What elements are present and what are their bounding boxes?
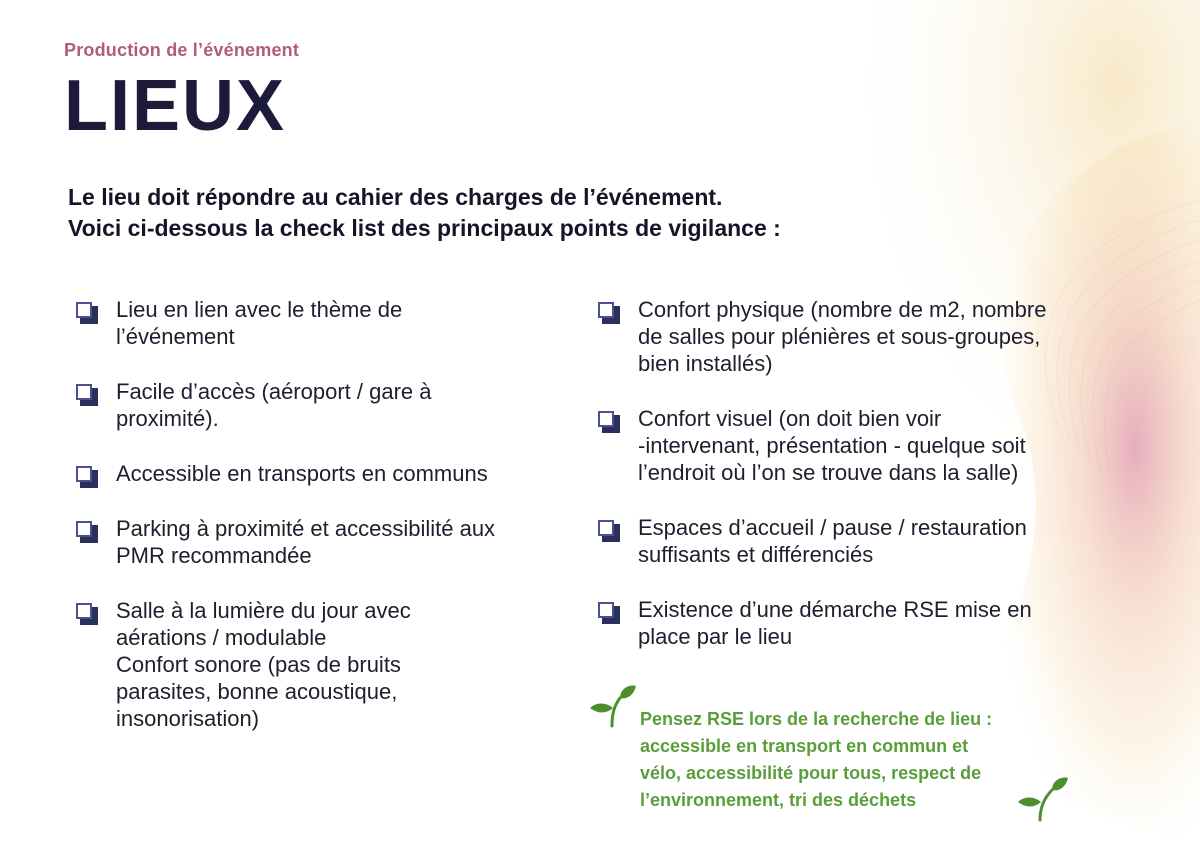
- checklist-item-text: Accessible en transports en communs: [116, 461, 488, 486]
- checkbox-icon: [598, 602, 618, 622]
- checklist-item-text: Lieu en lien avec le thème de l’événement: [116, 297, 403, 349]
- checklist-item-text: Confort visuel (on doit bien voir -intervenant, présentation - quelque soit l’endroit où l’on se trouve dans la salle): [638, 406, 1026, 485]
- checklist-item: [598, 596, 1138, 650]
- checkbox-icon: [76, 466, 96, 486]
- intro-text: [68, 182, 781, 244]
- sprout-icon: [590, 684, 636, 728]
- checklist-item: [76, 460, 576, 487]
- checkbox-icon: [598, 520, 618, 540]
- rse-tip-text: Pensez RSE lors de la recherche de lieu : accessible en transport en commun et vélo, accessibilité pour tous, respect de l’environnement, tri des déchets: [640, 709, 993, 810]
- checklist-item: [598, 296, 1138, 377]
- checklist-item: [598, 405, 1138, 486]
- checklist-item-text: Espaces d’accueil / pause / restauration suffisants et différenciés: [638, 515, 1027, 567]
- checklist-item: [598, 514, 1138, 568]
- intro-line-2: Voici ci-dessous la check list des principaux points de vigilance :: [68, 215, 781, 241]
- checklist-item: [76, 597, 576, 732]
- checklist-item: [76, 296, 576, 350]
- section-label: Production de l’événement: [64, 40, 300, 60]
- checkbox-icon: [76, 384, 96, 404]
- checklist-item: [76, 515, 576, 569]
- checklist-item-text: Salle à la lumière du jour avec aérations / modulable Confort sonore (pas de bruits parasites, bonne acoustique, insonorisation): [116, 598, 411, 731]
- checkbox-icon: [76, 302, 96, 322]
- checkbox-icon: [598, 411, 618, 431]
- checklist-left: [76, 296, 576, 760]
- checklist-item-text: Existence d’une démarche RSE mise en place par le lieu: [638, 597, 1032, 649]
- sprout-icon: [1018, 776, 1068, 822]
- checklist-item-text: Confort physique (nombre de m2, nombre de salles pour plénières et sous-groupes, bien installés): [638, 297, 1047, 376]
- checklist-item: [76, 378, 576, 432]
- checklist-item-text: Parking à proximité et accessibilité aux PMR recommandée: [116, 516, 496, 568]
- checkbox-icon: [76, 603, 96, 623]
- checklist-item-text: Facile d’accès (aéroport / gare à proximité).: [116, 379, 432, 431]
- intro-line-1: Le lieu doit répondre au cahier des charges de l’événement.: [68, 184, 723, 210]
- checkbox-icon: [598, 302, 618, 322]
- checkbox-icon: [76, 521, 96, 541]
- page-title: LIEUX: [64, 66, 287, 146]
- checklist-right: [598, 296, 1138, 678]
